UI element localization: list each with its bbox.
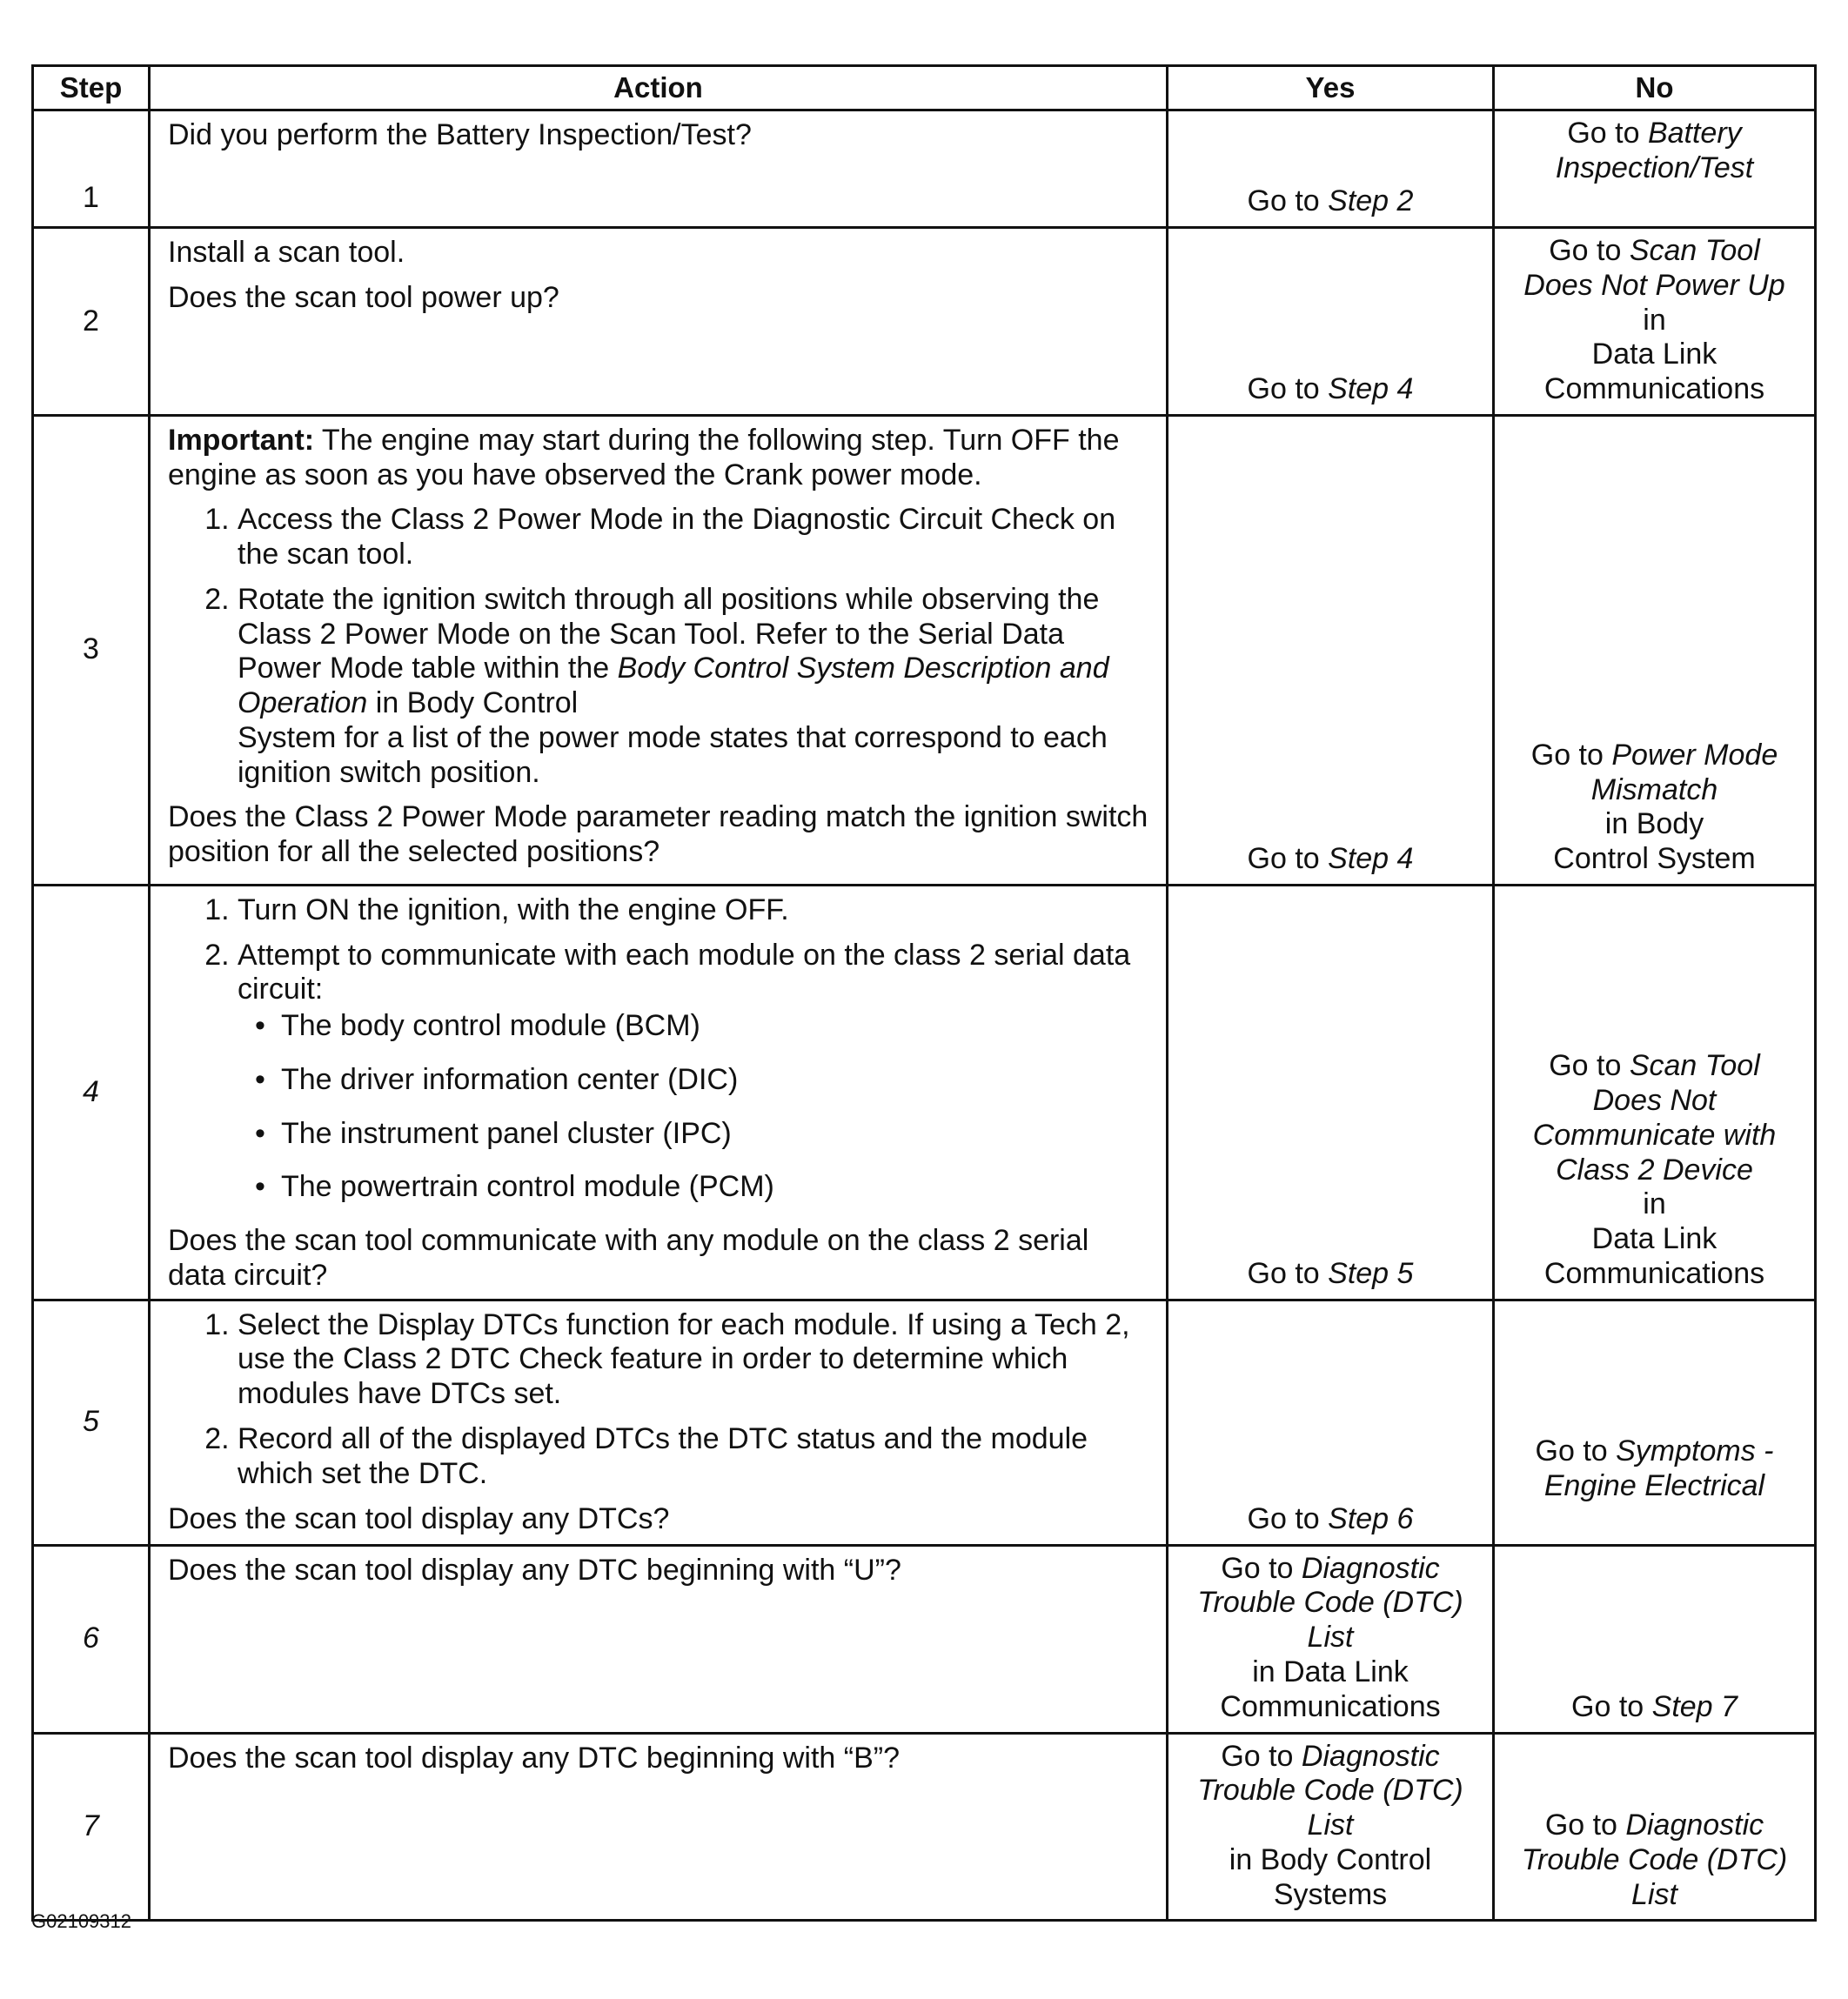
module-list [238, 1009, 1148, 1205]
yes-link-cont[interactable]: Trouble Code (DTC) [1197, 1586, 1463, 1620]
action-cell [150, 1733, 1168, 1921]
table-row [33, 1733, 1816, 1921]
step-number-text: 7 [83, 1809, 99, 1843]
no-cell [1494, 228, 1816, 416]
action-question: Does the scan tool display any DTCs? [168, 1501, 670, 1535]
yes-link-cont[interactable]: Trouble Code (DTC) [1197, 1774, 1463, 1808]
yes-prefix: Go to [1247, 1256, 1329, 1290]
step-number [33, 1300, 150, 1545]
item-text-cont: in Body Control [367, 686, 579, 720]
yes-cell [1168, 228, 1494, 416]
table-row [33, 228, 1816, 416]
no-cell [1494, 1733, 1816, 1921]
list-item: 1. Access the Class 2 Power Mode in the Diagnostic Circuit Check on the scan tool. [238, 503, 1148, 572]
action-question: Does the scan tool communicate with any module on the class 2 serial data circuit? [168, 1224, 1089, 1292]
no-section-cont: Control System [1553, 842, 1756, 876]
yes-prefix: Go to [1247, 1501, 1329, 1535]
yes-link-cont[interactable]: List [1307, 1808, 1354, 1842]
action-cell [150, 228, 1168, 416]
yes-cell [1168, 1300, 1494, 1545]
no-prefix: Go to [1549, 1049, 1630, 1083]
no-link[interactable]: Symptoms - [1616, 1434, 1774, 1468]
yes-cell [1168, 110, 1494, 228]
action-text: Install a scan tool. [168, 236, 405, 269]
list-item: 1. Turn ON the ignition, with the engine OFF. [238, 893, 1148, 928]
bullet-item: • The body control module (BCM) [281, 1009, 1148, 1044]
no-cell [1494, 415, 1816, 885]
yes-prefix: Go to [1247, 184, 1329, 218]
no-section: Data Link [1591, 1222, 1717, 1256]
bullet-item: • The powertrain control module (PCM) [281, 1170, 1148, 1205]
yes-link[interactable]: Step 5 [1328, 1256, 1414, 1290]
no-prefix: Go to [1567, 117, 1648, 150]
no-cell [1494, 1300, 1816, 1545]
action-question: Did you perform the Battery Inspection/Test? [168, 118, 752, 151]
yes-link[interactable]: Step 6 [1328, 1501, 1414, 1535]
no-section-cont: Communications [1543, 372, 1765, 406]
yes-link-cont[interactable]: List [1307, 1621, 1354, 1655]
bullet-item: • The driver information center (DIC) [281, 1063, 1148, 1098]
document-id: G02109312 [31, 1910, 131, 1932]
yes-link[interactable]: Diagnostic [1301, 1551, 1440, 1585]
no-link-cont[interactable]: List [1631, 1877, 1677, 1911]
table-row [33, 1545, 1816, 1733]
yes-prefix: Go to [1247, 842, 1329, 876]
item-link[interactable]: Body Control System Description and Operation [238, 652, 1109, 720]
yes-prefix: Go to [1221, 1739, 1302, 1773]
no-link[interactable]: Battery [1647, 117, 1742, 150]
no-in: in [1643, 303, 1666, 337]
action-question: Does the scan tool display any DTC beginning with “U”? [168, 1553, 901, 1587]
yes-section: in Body Control [1229, 1842, 1432, 1876]
table-row [33, 415, 1816, 885]
important-label: Important: [168, 423, 315, 457]
no-in: in [1643, 1187, 1666, 1221]
yes-section: in Data Link [1252, 1655, 1409, 1689]
action-cell [150, 110, 1168, 228]
yes-link[interactable]: Step 4 [1328, 372, 1414, 406]
table-row [33, 110, 1816, 228]
no-section: Data Link [1591, 338, 1717, 371]
no-link-cont[interactable]: Class 2 Device [1556, 1153, 1753, 1187]
header-yes: Yes [1168, 66, 1494, 110]
no-section: in Body [1604, 807, 1704, 841]
step-number: 3 [33, 415, 150, 885]
action-question: Does the scan tool power up? [168, 280, 559, 314]
no-prefix: Go to [1549, 234, 1630, 267]
yes-cell [1168, 1545, 1494, 1733]
no-link-cont[interactable]: Does Not Power Up [1523, 268, 1785, 302]
no-link[interactable]: Step 7 [1651, 1689, 1738, 1723]
list-item: 2. Record all of the displayed DTCs the DTC status and the module which set the DTC. [238, 1422, 1148, 1492]
no-link-cont[interactable]: Engine Electrical [1543, 1468, 1765, 1502]
no-link[interactable]: Power Mode [1611, 738, 1778, 772]
table-row [33, 885, 1816, 1300]
step-number [33, 885, 150, 1300]
yes-link[interactable]: Diagnostic [1301, 1739, 1440, 1773]
yes-prefix: Go to [1247, 372, 1329, 406]
header-no: No [1494, 66, 1816, 110]
no-link[interactable]: Scan Tool [1629, 234, 1760, 267]
step-number: 1 [33, 110, 150, 228]
action-cell [150, 885, 1168, 1300]
no-prefix: Go to [1544, 1808, 1626, 1842]
no-cell [1494, 885, 1816, 1300]
list-item: 1. Select the Display DTCs function for each module. If using a Tech 2, use the Class 2 DTC Check feature in order to determine which modules have DTCs set. [238, 1308, 1148, 1412]
yes-prefix: Go to [1221, 1551, 1302, 1585]
action-steps [168, 1308, 1148, 1492]
no-link-cont[interactable]: Mismatch [1590, 772, 1718, 806]
action-question: Does the Class 2 Power Mode parameter reading match the ignition switch position for all the selected positions? [168, 800, 1148, 869]
action-question: Does the scan tool display any DTC beginning with “B”? [168, 1741, 900, 1775]
action-cell [150, 415, 1168, 885]
yes-link[interactable]: Step 4 [1328, 842, 1414, 876]
action-steps [168, 503, 1148, 790]
header-step: Step [33, 66, 150, 110]
table-header-row [33, 66, 1816, 110]
no-link-cont[interactable]: Communicate with [1532, 1118, 1777, 1152]
no-prefix: Go to [1571, 1689, 1652, 1723]
important-text: The engine may start during the following step. Turn OFF the engine as soon as you have observed the Crank power mode. [168, 423, 1120, 491]
step-number: 2 [33, 228, 150, 416]
action-cell [150, 1545, 1168, 1733]
step-number-text: 4 [83, 1074, 99, 1108]
yes-section-cont: Communications [1220, 1689, 1441, 1723]
list-item [238, 583, 1148, 791]
table-row [33, 1300, 1816, 1545]
no-link-cont[interactable]: Inspection/Test [1555, 150, 1754, 184]
yes-cell [1168, 885, 1494, 1300]
step-number-text: 5 [83, 1405, 99, 1439]
list-item [238, 939, 1148, 1206]
item-text: Attempt to communicate with each module on the class 2 serial data circuit: [238, 938, 1131, 1006]
action-cell [150, 1300, 1168, 1545]
yes-section-cont: Systems [1273, 1877, 1388, 1911]
no-cell [1494, 110, 1816, 228]
step-number [33, 1545, 150, 1733]
action-steps [168, 893, 1148, 1205]
no-link[interactable]: Scan Tool [1629, 1049, 1760, 1083]
diagnostic-table [31, 64, 1817, 1922]
header-action: Action [150, 66, 1168, 110]
step-number [33, 1733, 150, 1921]
yes-cell [1168, 415, 1494, 885]
no-section-cont: Communications [1543, 1256, 1765, 1290]
no-cell [1494, 1545, 1816, 1733]
no-prefix: Go to [1530, 738, 1612, 772]
item-text-end: System for a list of the power mode states that correspond to each ignition switch position. [238, 720, 1108, 789]
step-number-text: 6 [83, 1621, 99, 1655]
no-prefix: Go to [1535, 1434, 1617, 1468]
item-text: Rotate the ignition switch through all positions while observing the Class 2 Power Mode on the Scan Tool. Refer to the Serial Data Power Mode table within the [238, 582, 1100, 685]
no-link-cont[interactable]: Trouble Code (DTC) [1521, 1842, 1788, 1876]
yes-link[interactable]: Step 2 [1328, 184, 1414, 218]
bullet-item: • The instrument panel cluster (IPC) [281, 1117, 1148, 1152]
yes-cell [1168, 1733, 1494, 1921]
no-link[interactable]: Diagnostic [1625, 1808, 1764, 1842]
important-note [168, 424, 1148, 493]
no-link-cont[interactable]: Does Not [1592, 1084, 1717, 1118]
